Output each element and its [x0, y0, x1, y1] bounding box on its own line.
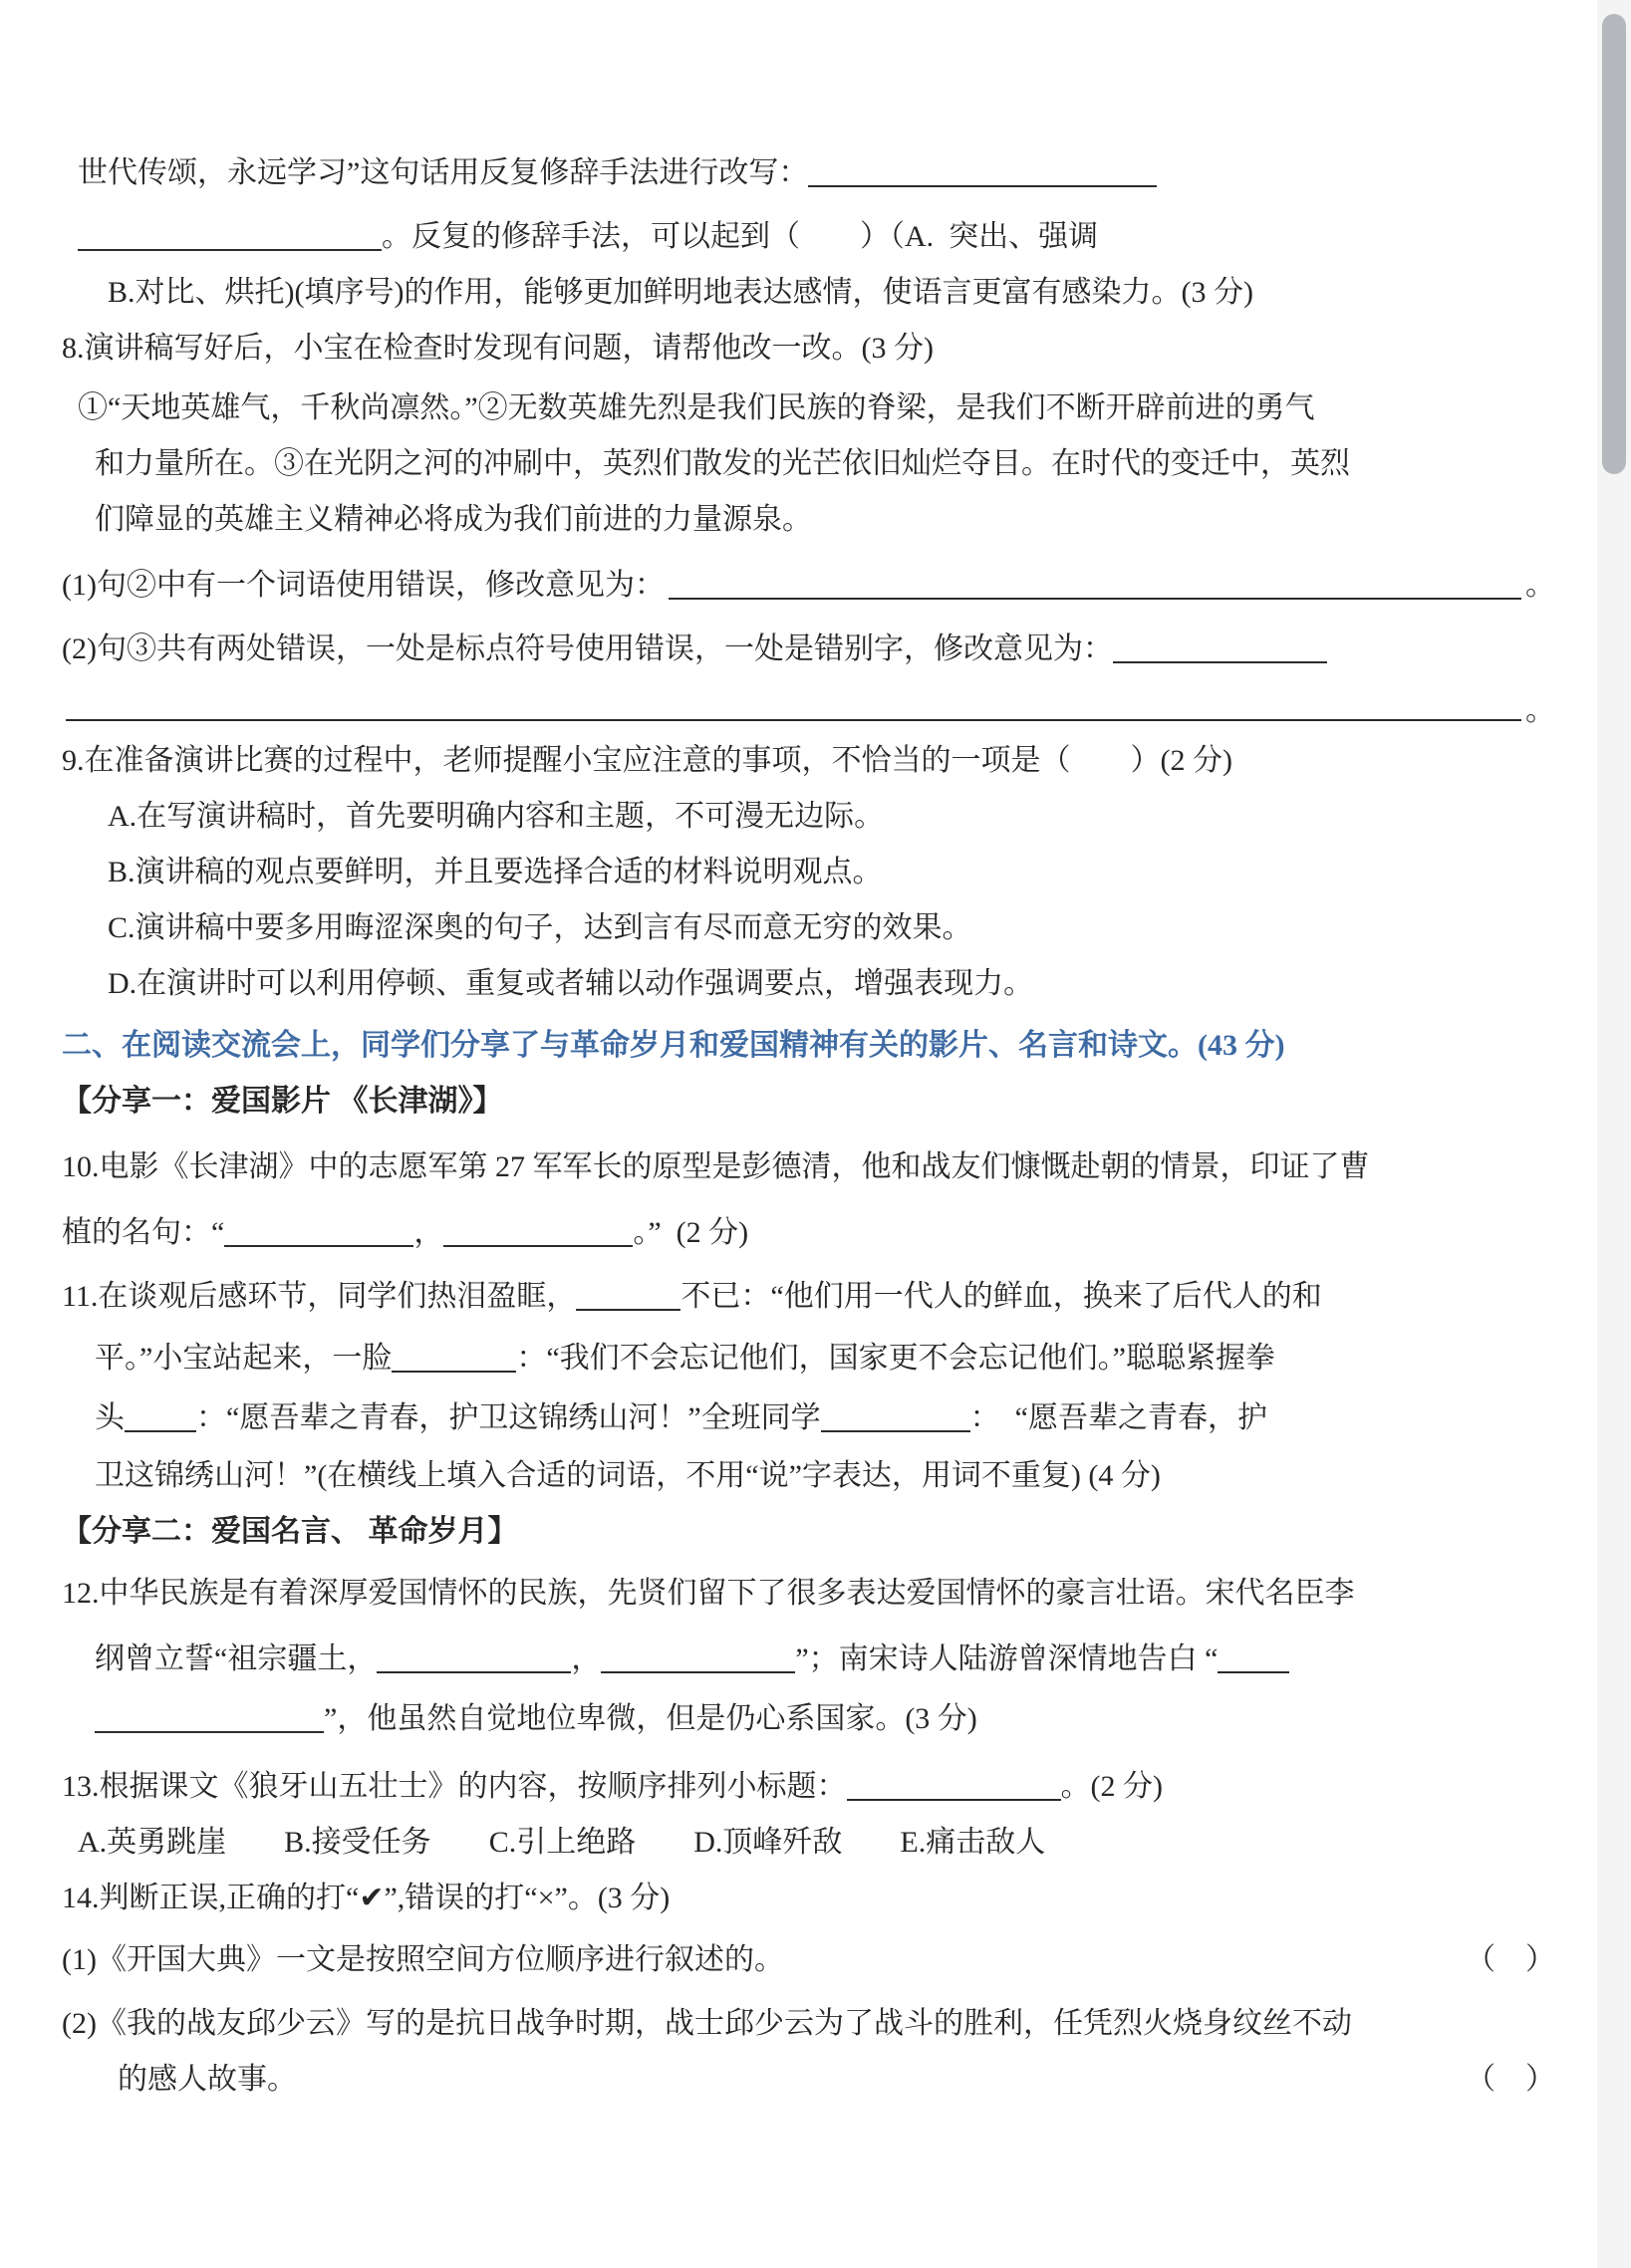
q10-line2: 植的名句：“ ， 。” (2 分)	[62, 1205, 1555, 1261]
q8-paragraph-line2: 和力量所在。③在光阴之河的冲刷中，英烈们散发的光芒依旧灿烂夺目。在时代的变迁中，英烈	[95, 447, 1350, 480]
answer-blank	[95, 1691, 324, 1733]
q9-option-b: B.演讲稿的观点要鲜明，并且要选择合适的材料说明观点。	[108, 856, 883, 888]
answer-blank	[125, 1390, 196, 1432]
q7-line2	[62, 209, 1555, 265]
q9-stem: 9.在准备演讲比赛的过程中，老师提醒小宝应注意的事项，不恰当的一项是（ ）(2 分)	[62, 744, 1232, 777]
answer-blank	[808, 145, 1157, 187]
q7-line3-text: B.对比、烘托)(填序号)的作用，能够更加鲜明地表达感情，使语言更富有感染力。(3 分)	[108, 276, 1253, 309]
answer-blank	[66, 689, 1521, 721]
answer-brackets: （ ）	[1466, 1943, 1555, 1976]
share1-heading: 【分享一：爱国影片 《长津湖》】	[62, 1085, 503, 1118]
q12-line2: 纲曾立誓“祖宗疆土， ， ”；南宋诗人陆游曾深情地告白 “	[62, 1632, 1555, 1687]
answer-blank	[847, 1759, 1061, 1801]
q8-sub2: (2)句③共有两处错误，一处是标点符号使用错误，一处是错别字，修改意见为：	[62, 622, 1555, 677]
q13-stem: 13.根据课文《狼牙山五壮士》的内容，按顺序排列小标题： 。(2 分)	[62, 1759, 1555, 1815]
answer-blank	[224, 1205, 413, 1247]
q13-option-e: E.痛击敌人	[900, 1826, 1046, 1859]
q13-option-b: B.接受任务	[284, 1826, 431, 1859]
q9-option-c: C.演讲稿中要多用晦涩深奥的句子，达到言有尽而意无穷的效果。	[108, 911, 972, 944]
answer-blank	[443, 1205, 633, 1247]
answer-brackets: （ ）	[1466, 2063, 1555, 2096]
answer-blank	[78, 209, 382, 251]
q7-line1	[62, 145, 1555, 201]
q13-option-c: C.引上绝路	[488, 1826, 637, 1859]
q8-stem: 8.演讲稿写好后，小宝在检查时发现有问题，请帮他改一改。(3 分)	[62, 332, 934, 365]
answer-blank	[576, 1269, 680, 1311]
section2-heading: 二、在阅读交流会上，同学们分享了与革命岁月和爱国精神有关的影片、名言和诗文。(43 分)	[62, 1029, 1285, 1062]
q13-option-d: D.顶峰歼敌	[693, 1826, 843, 1859]
q8-sub1: (1)句②中有一个词语使用错误，修改意见为： 。	[62, 558, 1555, 614]
answer-blank	[821, 1390, 970, 1432]
q10-line1: 10.电影《长津湖》中的志愿军第 27 军军长的原型是彭德清，他和战友们慷慨赴朝的情景，印证了曹	[62, 1150, 1370, 1183]
q14-sub1: (1)《开国大典》一文是按照空间方位顺序进行叙述的。 （ ）	[62, 1932, 1555, 1988]
q8-paragraph-line3: 们障显的英雄主义精神必将成为我们前进的力量源泉。	[95, 503, 812, 536]
q14-stem: 14.判断正误,正确的打“✔”,错误的打“×”。(3 分)	[62, 1882, 671, 1914]
answer-blank	[601, 1632, 795, 1673]
q11-line3: 头 ：“愿吾辈之青春，护卫这锦绣山河！”全班同学 ： “愿吾辈之青春，护	[62, 1390, 1555, 1446]
q8-sub2-continuation-line: 。	[62, 689, 1555, 733]
q14-sub2-line2: 的感人故事。 （ ）	[62, 2052, 1555, 2108]
q12-line3: ”，他虽然自觉地位卑微，但是仍心系国家。(3 分)	[62, 1691, 1555, 1747]
answer-blank	[392, 1331, 516, 1373]
q13-options	[62, 1815, 1555, 1871]
answer-blank	[377, 1632, 571, 1673]
q8-paragraph-line1: ①“天地英雄气，千秋尚凛然。”②无数英雄先烈是我们民族的脊梁，是我们不断开辟前进的勇气	[78, 391, 1315, 424]
answer-blank	[1113, 622, 1327, 663]
q9-option-d: D.在演讲时可以利用停顿、重复或者辅以动作强调要点，增强表现力。	[108, 967, 1034, 1000]
q14-sub2-line1: (2)《我的战友邱少云》写的是抗日战争时期，战士邱少云为了战斗的胜利，任凭烈火烧身纹丝不动	[62, 2007, 1352, 2040]
q7-line2-text: 。反复的修辞手法，可以起到（ ）（A. 突出、强调	[382, 220, 1099, 253]
q9-option-a: A.在写演讲稿时，首先要明确内容和主题，不可漫无边际。	[108, 800, 885, 833]
q11-line1: 11.在谈观后感环节，同学们热泪盈眶， 不已：“他们用一代人的鲜血，换来了后代人的和	[62, 1269, 1555, 1325]
answer-blank	[1218, 1632, 1289, 1673]
q13-option-a: A.英勇跳崖	[78, 1826, 227, 1859]
q7-line1-text: 世代传颂，永远学习”这句话用反复修辞手法进行改写：	[78, 156, 809, 189]
q12-line1: 12.中华民族是有着深厚爱国情怀的民族，先贤们留下了很多表达爱国情怀的豪言壮语。宋代名臣李	[62, 1577, 1355, 1610]
q11-line2: 平。”小宝站起来，一脸 ：“我们不会忘记他们，国家更不会忘记他们。”聪聪紧握拳	[62, 1331, 1555, 1386]
answer-blank	[669, 558, 1521, 600]
vertical-scroll-thumb[interactable]	[1602, 14, 1626, 474]
share2-heading: 【分享二：爱国名言、 革命岁月】	[62, 1515, 518, 1548]
q7-line3	[62, 265, 1555, 321]
q11-line4: 卫这锦绣山河！”(在横线上填入合适的词语，不用“说”字表达，用词不重复) (4 分)	[95, 1459, 1161, 1492]
